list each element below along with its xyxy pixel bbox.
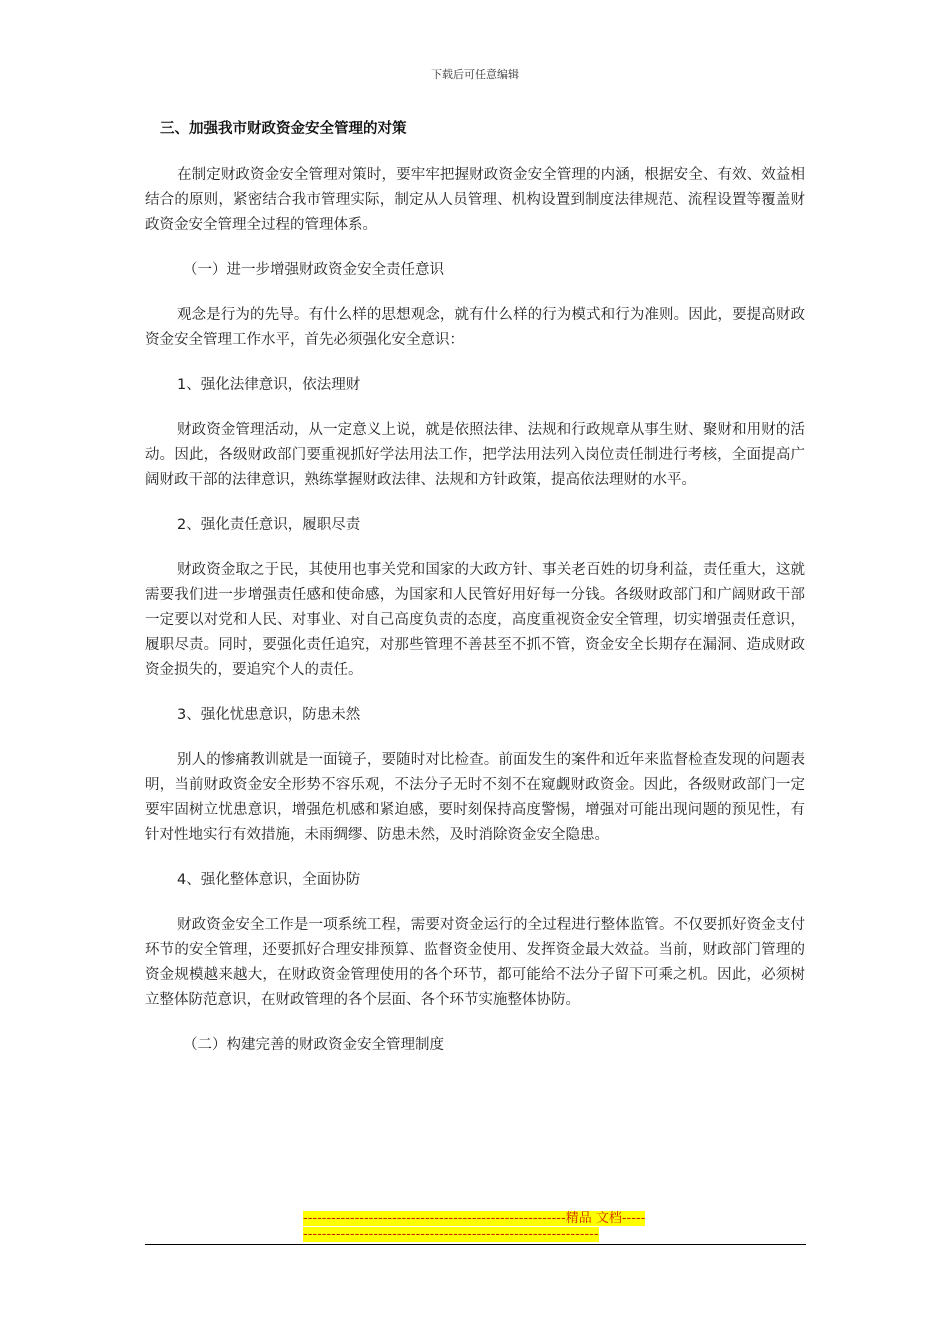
footer-watermark xyxy=(303,1211,648,1243)
item-heading-3: 3、强化忧患意识，防患未然 xyxy=(177,707,361,723)
footer-rule xyxy=(145,1244,806,1245)
download-note: 下载后可任意编辑 xyxy=(431,68,519,81)
item-heading-1: 1、强化法律意识，依法理财 xyxy=(177,377,361,393)
footer-watermark-text: --------------------------------------------------------精品 文档-------------------------------------------------------------------- xyxy=(303,1211,646,1242)
item-heading-4: 4、强化整体意识，全面协防 xyxy=(177,872,361,888)
document-body xyxy=(145,116,805,1078)
section-title: 三、加强我市财政资金安全管理的对策 xyxy=(160,121,407,137)
item-body-4: 财政资金安全工作是一项系统工程，需要对资金运行的全过程进行整体监管。不仅要抓好资金支付环节的安全管理，还要抓好合理安排预算、监督资金使用、发挥资金最大效益。当前，财政部门管理的资金规模越来越大，在财政资金管理使用的各个环节，都可能给不法分子留下可乘之机。因此，必须树立整体防范意识，在财政管理的各个层面、各个环节实施整体协防。 xyxy=(145,917,805,1008)
subsection-heading-1: （一）进一步增强财政资金安全责任意识 xyxy=(183,262,444,278)
item-body-2: 财政资金取之于民，其使用也事关党和国家的大政方针、事关老百姓的切身利益，责任重大，这就需要我们进一步增强责任感和使命感，为国家和人民管好用好每一分钱。各级财政部门和广阔财政干部一定要以对党和人民、对事业、对自己高度负责的态度，高度重视资金安全管理，切实增强责任意识，履职尽责。同时，要强化责任追究，对那些管理不善甚至不抓不管，资金安全长期存在漏洞、造成财政资金损失的，要追究个人的责任。 xyxy=(145,562,805,678)
item-heading-2: 2、强化责任意识，履职尽责 xyxy=(177,517,361,533)
subsection-heading-2: （二）构建完善的财政资金安全管理制度 xyxy=(183,1037,444,1053)
subsection-1-intro: 观念是行为的先导。有什么样的思想观念，就有什么样的行为模式和行为准则。因此，要提高财政资金安全管理工作水平，首先必须强化安全意识： xyxy=(145,307,805,348)
intro-paragraph: 在制定财政资金安全管理对策时，要牢牢把握财政资金安全管理的内涵，根据安全、有效、效益相结合的原则，紧密结合我市管理实际，制定从人员管理、机构设置到制度法律规范、流程设置等覆盖财政资金安全管理全过程的管理体系。 xyxy=(145,167,805,233)
item-body-3: 别人的惨痛教训就是一面镜子，要随时对比检查。前面发生的案件和近年来监督检查发现的问题表明，当前财政资金安全形势不容乐观，不法分子无时不刻不在窥觑财政资金。因此，各级财政部门一定要牢固树立忧患意识，增强危机感和紧迫感，要时刻保持高度警惕，增强对可能出现问题的预见性，有针对性地实行有效措施，未雨绸缪、防患未然，及时消除资金安全隐患。 xyxy=(145,752,805,843)
item-body-1: 财政资金管理活动，从一定意义上说，就是依照法律、法规和行政规章从事生财、聚财和用财的活动。因此，各级财政部门要重视抓好学法用法工作，把学法用法列入岗位责任制进行考核，全面提高广阔财政干部的法律意识，熟练掌握财政法律、法规和方针政策，提高依法理财的水平。 xyxy=(145,422,805,488)
